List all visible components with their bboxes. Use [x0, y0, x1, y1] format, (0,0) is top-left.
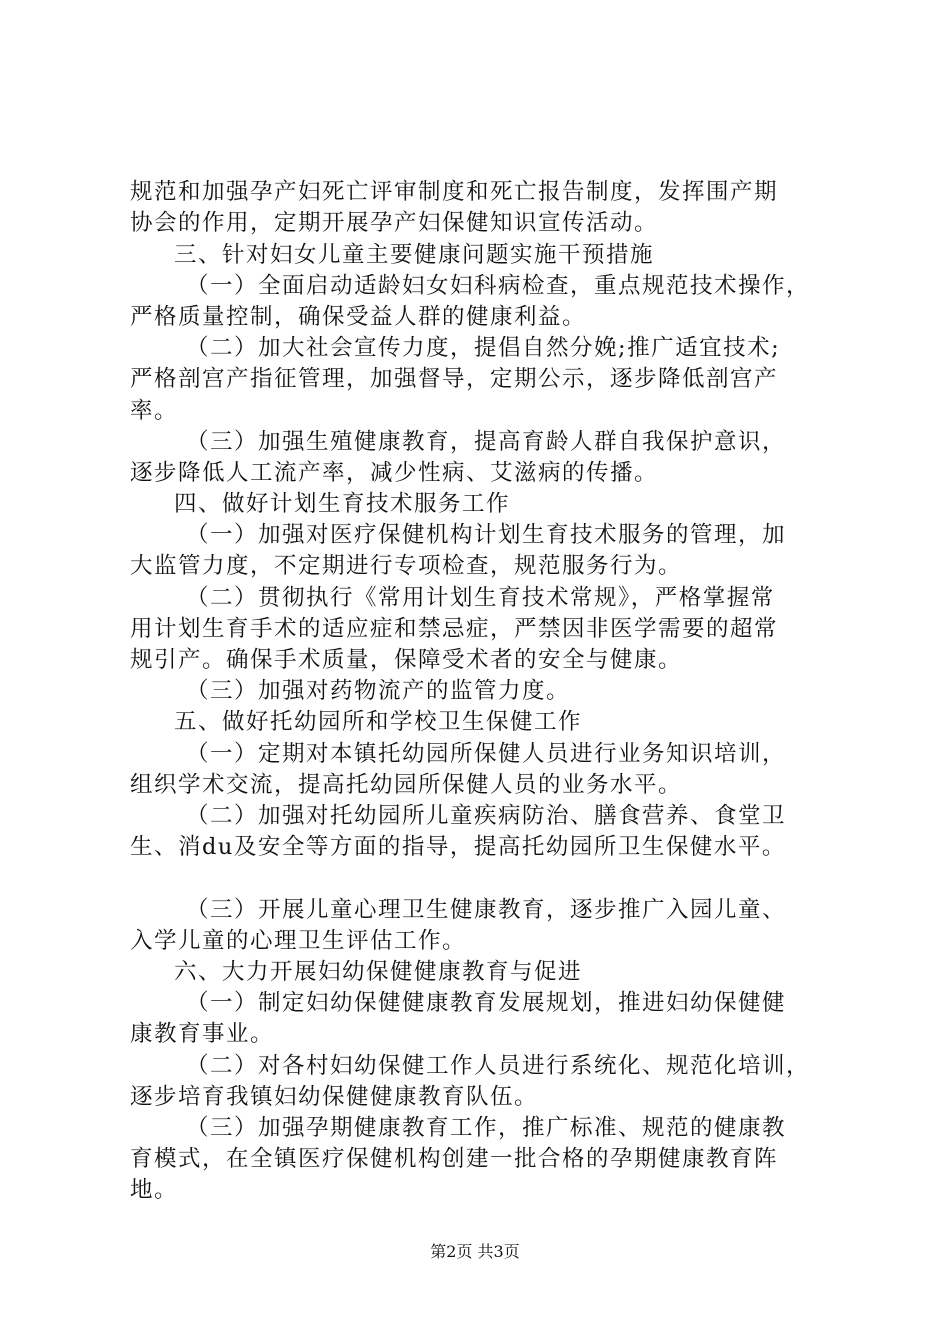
body-line: （一）定期对本镇托幼园所保健人员进行业务知识培训，	[186, 741, 787, 767]
body-line: （二）加强对托幼园所儿童疾病防治、膳食营养、食堂卫	[186, 803, 787, 829]
body-line: 逐步培育我镇妇幼保健健康教育队伍。	[130, 1084, 539, 1110]
body-line: 育模式，在全镇医疗保健机构创建一批合格的孕期健康教育阵	[130, 1146, 779, 1172]
body-line: （三）加强孕期健康教育工作，推广标准、规范的健康教	[186, 1115, 787, 1141]
section-heading: 三、针对妇女儿童主要健康问题实施干预措施	[174, 242, 655, 268]
body-line: （一）制定妇幼保健健康教育发展规划，推进妇幼保健健	[186, 990, 787, 1016]
body-line: （三）开展儿童心理卫生健康教育，逐步推广入园儿童、	[186, 897, 787, 923]
body-line: （二）加大社会宣传力度，提倡自然分娩;推广适宜技术;	[186, 335, 781, 361]
body-line: （三）加强生殖健康教育，提高育龄人群自我保护意识，	[186, 429, 787, 455]
body-line: （一）加强对医疗保健机构计划生育技术服务的管理，加	[186, 522, 787, 548]
section-heading: 五、做好托幼园所和学校卫生保健工作	[174, 709, 583, 735]
body-line: 组织学术交流，提高托幼园所保健人员的业务水平。	[130, 772, 683, 798]
body-line: 严格质量控制，确保受益人群的健康利益。	[130, 304, 587, 330]
body-line: 严格剖宫产指征管理，加强督导，定期公示，逐步降低剖宫产	[130, 366, 779, 392]
body-line: 地。	[130, 1177, 179, 1203]
body-line: 康教育事业。	[130, 1021, 275, 1047]
body-line: 入学儿童的心理卫生评估工作。	[130, 928, 467, 954]
body-line: （二）贯彻执行《常用计划生育技术常规》，严格掌握常	[186, 585, 775, 611]
body-line: 生、消du及安全等方面的指导，提高托幼园所卫生保健水平。	[130, 834, 786, 860]
body-line: 规范和加强孕产妇死亡评审制度和死亡报告制度，发挥围产期	[130, 179, 779, 205]
body-line: 大监管力度，不定期进行专项检查，规范服务行为。	[130, 553, 683, 579]
body-line: 协会的作用，定期开展孕产妇保健知识宣传活动。	[130, 210, 659, 236]
body-line: （三）加强对药物流产的监管力度。	[186, 678, 571, 704]
section-heading: 六、大力开展妇幼保健健康教育与促进	[174, 959, 583, 985]
body-line: 逐步降低人工流产率，减少性病、艾滋病的传播。	[130, 460, 659, 486]
body-line: 用计划生育手术的适应症和禁忌症，严禁因非医学需要的超常	[130, 616, 779, 642]
body-line: 率。	[130, 398, 179, 424]
body-line: （一）全面启动适龄妇女妇科病检查，重点规范技术操作，	[186, 273, 811, 299]
body-line: （二）对各村妇幼保健工作人员进行系统化、规范化培训，	[186, 1053, 811, 1079]
section-heading: 四、做好计划生育技术服务工作	[174, 491, 511, 517]
body-line: 规引产。确保手术质量，保障受术者的安全与健康。	[130, 647, 683, 673]
page-footer: 第2页 共3页	[430, 1242, 520, 1261]
